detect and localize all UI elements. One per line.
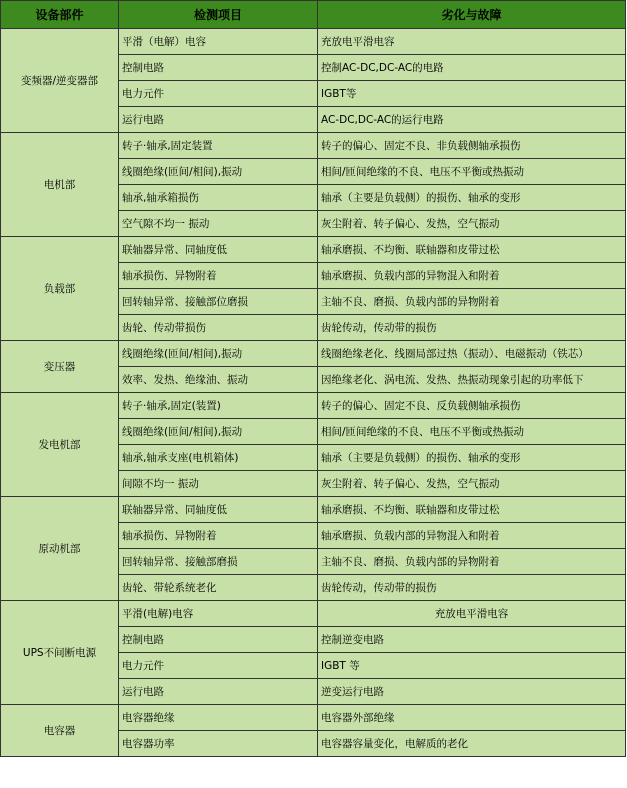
fault-cell: 电容器外部绝缘 xyxy=(318,705,626,731)
equipment-part-cell: UPS不间断电源 xyxy=(1,601,119,705)
table-row xyxy=(1,133,626,159)
inspection-item-cell: 电容器绝缘 xyxy=(119,705,318,731)
table-header-row xyxy=(1,1,626,29)
fault-cell: 轴承（主要是负载侧）的损伤、轴承的变形 xyxy=(318,445,626,471)
fault-cell: 充放电平滑电容 xyxy=(318,29,626,55)
table-body xyxy=(1,29,626,757)
equipment-part-cell: 原动机部 xyxy=(1,497,119,601)
equipment-part-cell: 发电机部 xyxy=(1,393,119,497)
inspection-item-cell: 轴承,轴承箱损伤 xyxy=(119,185,318,211)
inspection-item-cell: 运行电路 xyxy=(119,679,318,705)
fault-cell: IGBT等 xyxy=(318,81,626,107)
fault-cell: 相间/匝间绝缘的不良、电压不平衡或热振动 xyxy=(318,419,626,445)
table-row xyxy=(1,705,626,731)
fault-cell: 因绝缘老化、涡电流、发热、热振动现象引起的功率低下 xyxy=(318,367,626,393)
inspection-item-cell: 平滑(电解)电容 xyxy=(119,601,318,627)
inspection-item-cell: 联轴器异常、同轴度低 xyxy=(119,497,318,523)
fault-cell: 轴承磨损、不均衡、联轴器和皮带过松 xyxy=(318,237,626,263)
fault-cell: 逆变运行电路 xyxy=(318,679,626,705)
fault-cell: 转子的偏心、固定不良、反负载侧轴承损伤 xyxy=(318,393,626,419)
equipment-part-cell: 负载部 xyxy=(1,237,119,341)
table-row xyxy=(1,393,626,419)
fault-cell: 灰尘附着、转子偏心、发热，空气振动 xyxy=(318,211,626,237)
inspection-item-cell: 线圈绝缘(匝间/相间),振动 xyxy=(119,419,318,445)
inspection-item-cell: 回转轴异常、接触部磨损 xyxy=(119,549,318,575)
table-row xyxy=(1,29,626,55)
fault-cell: 灰尘附着、转子偏心、发热，空气振动 xyxy=(318,471,626,497)
fault-cell: 充放电平滑电容 xyxy=(318,601,626,627)
inspection-item-cell: 轴承损伤、异物附着 xyxy=(119,523,318,549)
inspection-item-cell: 回转轴异常、接触部位磨损 xyxy=(119,289,318,315)
fault-cell: 线圈绝缘老化、线圈局部过热（振动）、电磁振动（铁芯） xyxy=(318,341,626,367)
table-row xyxy=(1,601,626,627)
inspection-item-cell: 电容器功率 xyxy=(119,731,318,757)
inspection-item-cell: 转子·轴承,固定(装置) xyxy=(119,393,318,419)
fault-cell: 主轴不良、磨损、负载内部的异物附着 xyxy=(318,549,626,575)
inspection-item-cell: 电力元件 xyxy=(119,653,318,679)
header-fault: 劣化与故障 xyxy=(318,1,626,29)
inspection-item-cell: 线圈绝缘(匝间/相间),振动 xyxy=(119,159,318,185)
equipment-part-cell: 变压器 xyxy=(1,341,119,393)
table-row xyxy=(1,497,626,523)
fault-cell: 控制AC-DC,DC-AC的电路 xyxy=(318,55,626,81)
inspection-item-cell: 轴承损伤、异物附着 xyxy=(119,263,318,289)
header-item: 检测项目 xyxy=(119,1,318,29)
inspection-item-cell: 控制电路 xyxy=(119,55,318,81)
equipment-part-cell: 变频器/逆变器部 xyxy=(1,29,119,133)
inspection-item-cell: 转子·轴承,固定装置 xyxy=(119,133,318,159)
header-part: 设备部件 xyxy=(1,1,119,29)
fault-cell: 轴承（主要是负载侧）的损伤、轴承的变形 xyxy=(318,185,626,211)
inspection-item-cell: 电力元件 xyxy=(119,81,318,107)
inspection-item-cell: 联轴器异常、同轴度低 xyxy=(119,237,318,263)
equipment-part-cell: 电容器 xyxy=(1,705,119,757)
fault-cell: 相间/匝间绝缘的不良、电压不平衡或热振动 xyxy=(318,159,626,185)
equipment-part-cell: 电机部 xyxy=(1,133,119,237)
fault-cell: 转子的偏心、固定不良、非负载侧轴承损伤 xyxy=(318,133,626,159)
inspection-item-cell: 平滑（电解）电容 xyxy=(119,29,318,55)
table-row xyxy=(1,341,626,367)
inspection-item-cell: 效率、发热、绝缘油、振动 xyxy=(119,367,318,393)
fault-cell: 控制逆变电路 xyxy=(318,627,626,653)
fault-cell: 电容器容量变化，电解质的老化 xyxy=(318,731,626,757)
fault-cell: IGBT 等 xyxy=(318,653,626,679)
inspection-item-cell: 间隙不均一 振动 xyxy=(119,471,318,497)
inspection-item-cell: 齿轮、带轮系统老化 xyxy=(119,575,318,601)
inspection-item-cell: 运行电路 xyxy=(119,107,318,133)
fault-cell: 轴承磨损、负载内部的异物混入和附着 xyxy=(318,263,626,289)
fault-cell: 齿轮传动，传动带的损伤 xyxy=(318,575,626,601)
fault-cell: 轴承磨损、不均衡、联轴器和皮带过松 xyxy=(318,497,626,523)
fault-cell: 主轴不良、磨损、负载内部的异物附着 xyxy=(318,289,626,315)
inspection-item-cell: 线圈绝缘(匝间/相间),振动 xyxy=(119,341,318,367)
inspection-item-cell: 齿轮、传动带损伤 xyxy=(119,315,318,341)
inspection-item-cell: 空气隙不均一 振动 xyxy=(119,211,318,237)
inspection-item-cell: 控制电路 xyxy=(119,627,318,653)
fault-cell: 轴承磨损、负载内部的异物混入和附着 xyxy=(318,523,626,549)
table-row xyxy=(1,237,626,263)
fault-cell: 齿轮传动，传动带的损伤 xyxy=(318,315,626,341)
inspection-item-cell: 轴承,轴承支座(电机箱体) xyxy=(119,445,318,471)
fault-cell: AC-DC,DC-AC的运行电路 xyxy=(318,107,626,133)
